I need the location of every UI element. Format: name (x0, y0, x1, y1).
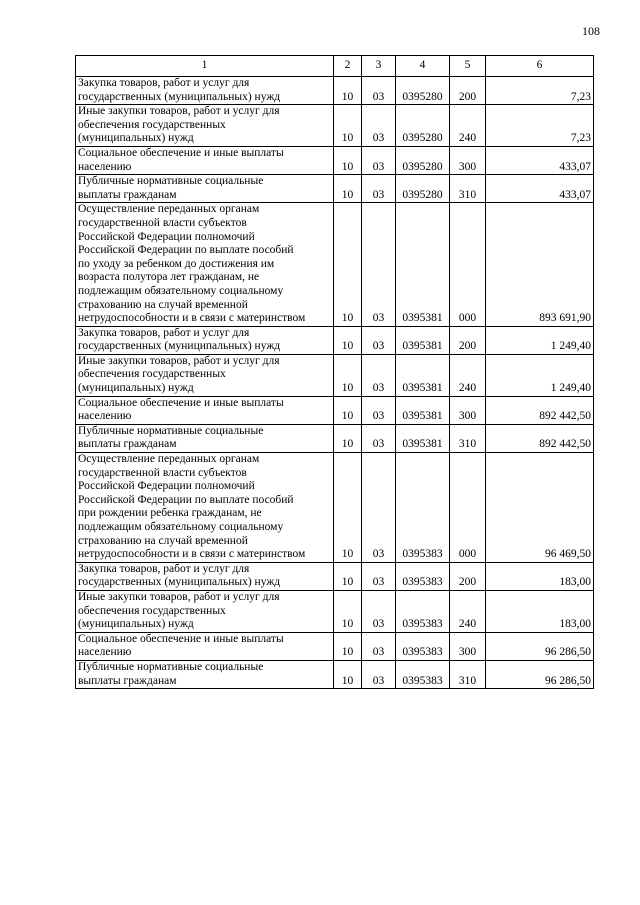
description-line: выплаты гражданам (78, 438, 177, 451)
description-line: выплаты гражданам (78, 674, 177, 687)
row-description (76, 175, 334, 203)
table-row (76, 175, 594, 203)
page-number: 108 (582, 24, 600, 38)
table-row (76, 203, 594, 326)
description-line: Российской Федерации полномочий (78, 230, 255, 243)
row-target-article: 0395381 (396, 326, 450, 354)
row-section: 10 (334, 146, 362, 174)
header-col-2: 2 (334, 56, 362, 77)
row-expense-type: 240 (450, 590, 486, 632)
header-col-1: 1 (76, 56, 334, 77)
description-line: возраста полутора лет гражданам, не (78, 271, 260, 284)
row-section: 10 (334, 105, 362, 147)
row-sum: 7,23 (486, 77, 594, 105)
row-expense-type: 310 (450, 660, 486, 688)
description-line: Российской Федерации полномочий (78, 480, 255, 493)
description-line: населению (78, 410, 132, 423)
row-sum: 7,23 (486, 105, 594, 147)
row-expense-type: 200 (450, 562, 486, 590)
row-description (76, 203, 334, 326)
row-description (76, 453, 334, 563)
row-expense-type: 300 (450, 632, 486, 660)
row-section: 10 (334, 562, 362, 590)
row-target-article: 0395381 (396, 354, 450, 396)
row-subsection: 03 (362, 590, 396, 632)
table-body (76, 77, 594, 689)
description-line: Закупка товаров, работ и услуг для (78, 562, 250, 575)
table-row (76, 590, 594, 632)
header-col-5: 5 (450, 56, 486, 77)
description-line: выплаты гражданам (78, 188, 177, 201)
description-line: по уходу за ребенком до достижения им (78, 257, 275, 270)
row-sum: 433,07 (486, 175, 594, 203)
row-section: 10 (334, 590, 362, 632)
description-line: обеспечения государственных (78, 368, 226, 381)
row-target-article: 0395381 (396, 203, 450, 326)
row-expense-type: 000 (450, 453, 486, 563)
budget-table (75, 55, 594, 689)
description-line: при рождении ребенка гражданам, не (78, 507, 262, 520)
row-description (76, 632, 334, 660)
row-section: 10 (334, 396, 362, 424)
row-section: 10 (334, 175, 362, 203)
row-subsection: 03 (362, 146, 396, 174)
row-expense-type: 200 (450, 77, 486, 105)
row-sum: 183,00 (486, 590, 594, 632)
description-line: населению (78, 160, 132, 173)
description-line: населению (78, 646, 132, 659)
row-target-article: 0395381 (396, 424, 450, 452)
row-description (76, 590, 334, 632)
row-subsection: 03 (362, 396, 396, 424)
row-sum: 96 286,50 (486, 660, 594, 688)
description-line: Социальное обеспечение и иные выплаты (78, 396, 284, 409)
table-row (76, 562, 594, 590)
row-subsection: 03 (362, 453, 396, 563)
table-row (76, 660, 594, 688)
table-header (76, 56, 594, 77)
description-line: государственной власти субъектов (78, 216, 247, 229)
row-target-article: 0395280 (396, 146, 450, 174)
description-line: Иные закупки товаров, работ и услуг для (78, 590, 280, 603)
description-line: (муниципальных) нужд (78, 382, 194, 395)
row-target-article: 0395280 (396, 105, 450, 147)
description-line: нетрудоспособности и в связи с материнством (78, 548, 306, 561)
description-line: государственных (муниципальных) нужд (78, 90, 281, 103)
row-sum: 96 286,50 (486, 632, 594, 660)
row-target-article: 0395383 (396, 453, 450, 563)
row-target-article: 0395383 (396, 660, 450, 688)
description-line: Социальное обеспечение и иные выплаты (78, 632, 284, 645)
description-line: государственных (муниципальных) нужд (78, 340, 281, 353)
row-section: 10 (334, 632, 362, 660)
row-section: 10 (334, 453, 362, 563)
row-expense-type: 300 (450, 396, 486, 424)
row-expense-type: 240 (450, 105, 486, 147)
row-target-article: 0395383 (396, 632, 450, 660)
row-subsection: 03 (362, 326, 396, 354)
description-line: нетрудоспособности и в связи с материнством (78, 312, 306, 325)
description-line: Закупка товаров, работ и услуг для (78, 326, 250, 339)
row-section: 10 (334, 424, 362, 452)
table-row (76, 77, 594, 105)
row-description (76, 146, 334, 174)
description-line: (муниципальных) нужд (78, 132, 194, 145)
row-target-article: 0395381 (396, 396, 450, 424)
row-subsection: 03 (362, 632, 396, 660)
row-section: 10 (334, 77, 362, 105)
description-line: Публичные нормативные социальные (78, 424, 264, 437)
table-row (76, 105, 594, 147)
description-line: обеспечения государственных (78, 118, 226, 131)
row-expense-type: 000 (450, 203, 486, 326)
table-row (76, 424, 594, 452)
row-description (76, 396, 334, 424)
row-sum: 183,00 (486, 562, 594, 590)
row-expense-type: 300 (450, 146, 486, 174)
table-row (76, 326, 594, 354)
header-col-4: 4 (396, 56, 450, 77)
table-row (76, 354, 594, 396)
row-target-article: 0395280 (396, 175, 450, 203)
description-line: Публичные нормативные социальные (78, 175, 264, 188)
row-description (76, 424, 334, 452)
description-line: Осуществление переданных органам (78, 453, 260, 466)
description-line: (муниципальных) нужд (78, 618, 194, 631)
description-line: страхованию на случай временной (78, 298, 248, 311)
description-line: страхованию на случай временной (78, 534, 248, 547)
description-line: Иные закупки товаров, работ и услуг для (78, 105, 280, 118)
row-sum: 1 249,40 (486, 326, 594, 354)
description-line: Иные закупки товаров, работ и услуг для (78, 354, 280, 367)
row-expense-type: 200 (450, 326, 486, 354)
row-target-article: 0395280 (396, 77, 450, 105)
row-description (76, 562, 334, 590)
row-expense-type: 310 (450, 424, 486, 452)
row-description (76, 77, 334, 105)
description-line: государственной власти субъектов (78, 466, 247, 479)
row-subsection: 03 (362, 175, 396, 203)
row-subsection: 03 (362, 354, 396, 396)
row-subsection: 03 (362, 562, 396, 590)
header-col-3: 3 (362, 56, 396, 77)
row-sum: 1 249,40 (486, 354, 594, 396)
row-section: 10 (334, 203, 362, 326)
description-line: подлежащим обязательному социальному (78, 284, 284, 297)
description-line: Социальное обеспечение и иные выплаты (78, 146, 284, 159)
row-description (76, 660, 334, 688)
row-expense-type: 240 (450, 354, 486, 396)
row-description (76, 105, 334, 147)
row-subsection: 03 (362, 660, 396, 688)
row-description (76, 354, 334, 396)
description-line: Публичные нормативные социальные (78, 660, 264, 673)
row-subsection: 03 (362, 203, 396, 326)
row-description (76, 326, 334, 354)
row-subsection: 03 (362, 105, 396, 147)
row-section: 10 (334, 354, 362, 396)
description-line: Российской Федерации по выплате пособий (78, 244, 294, 257)
row-sum: 892 442,50 (486, 424, 594, 452)
row-target-article: 0395383 (396, 562, 450, 590)
row-target-article: 0395383 (396, 590, 450, 632)
description-line: Осуществление переданных органам (78, 203, 260, 216)
description-line: обеспечения государственных (78, 604, 226, 617)
row-section: 10 (334, 326, 362, 354)
table-row (76, 396, 594, 424)
description-line: подлежащим обязательному социальному (78, 521, 284, 533)
table-row (76, 632, 594, 660)
header-row (76, 56, 594, 77)
row-sum: 893 691,90 (486, 203, 594, 326)
description-line: государственных (муниципальных) нужд (78, 576, 281, 589)
row-expense-type: 310 (450, 175, 486, 203)
header-col-6: 6 (486, 56, 594, 77)
row-sum: 433,07 (486, 146, 594, 174)
table-row (76, 146, 594, 174)
row-sum: 892 442,50 (486, 396, 594, 424)
row-sum: 96 469,50 (486, 453, 594, 563)
description-line: Российской Федерации по выплате пособий (78, 493, 294, 506)
row-subsection: 03 (362, 424, 396, 452)
description-line: Закупка товаров, работ и услуг для (78, 77, 250, 89)
row-subsection: 03 (362, 77, 396, 105)
row-section: 10 (334, 660, 362, 688)
table-row (76, 453, 594, 563)
